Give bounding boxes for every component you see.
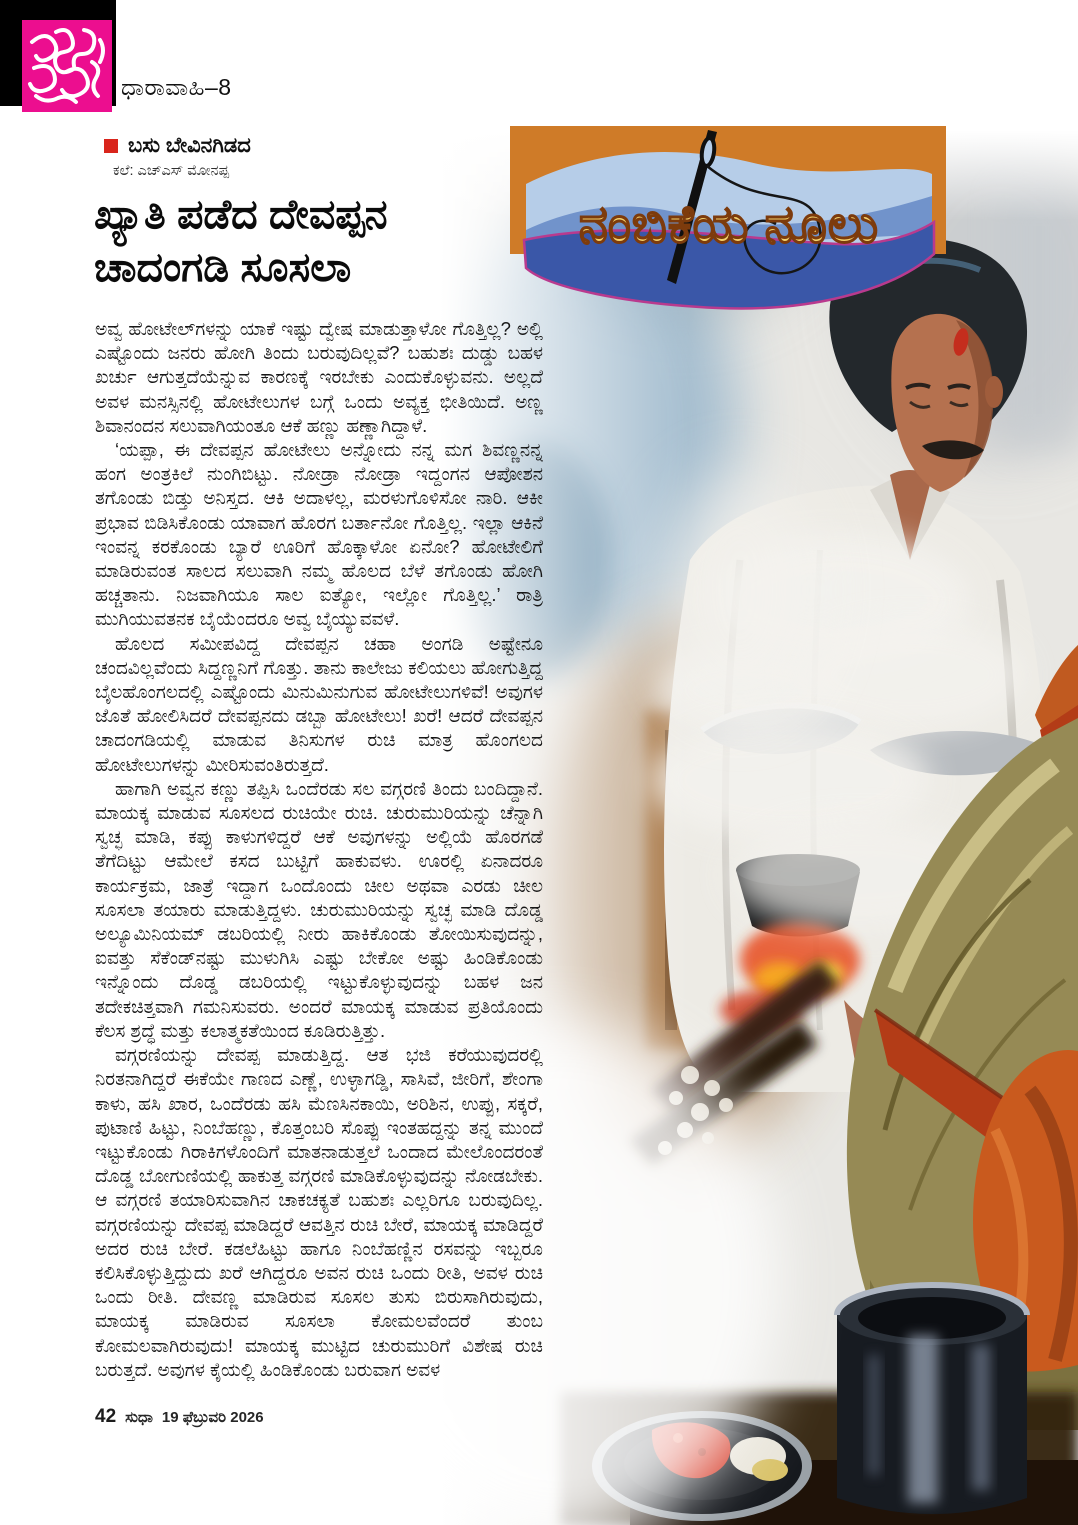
byline — [104, 134, 251, 158]
magazine-name: ಸುಧಾ — [125, 1409, 153, 1426]
series-banner-title: ನಂಬಿಕೆಯ ನೂಲು — [578, 196, 880, 254]
paragraph-1: ಅವ್ವ ಹೋಟೇಲ್‌ಗಳನ್ನು ಯಾಕೆ ಇಷ್ಟು ದ್ವೇಷ ಮಾಡುತ್ತಾಳೋ ಗೊತ್ತಿಲ್ಲ? ಅಲ್ಲಿ ಎಷ್ಟೊಂದು ಜನರು ಹೋಗಿ ತಿಂದು ಬರುವುದಿಲ್ಲವೆ? ಬಹುಶಃ ದುಡ್ಡು ಬಹಳ ಖರ್ಚು ಆಗುತ್ತದೆಯೆನ್ನುವ ಕಾರಣಕ್ಕೆ ಇರಬೇಕು ಎಂದುಕೊಳ್ಳುವನು. ಅಲ್ಲದೆ ಅವಳ ಮನಸ್ಸಿನಲ್ಲಿ ಹೋಟೇಲುಗಳ ಬಗ್ಗೆ ಒಂದು ಅವ್ಯಕ್ತ ಭೀತಿಯಿದೆ. ಅಣ್ಣ ಶಿವಾನಂದನ ಸಲುವಾಗಿಯಂತೂ ಆಕೆ ಹಣ್ಣು ಹಣ್ಣಾಗಿದ್ದಾಳೆ. — [95, 318, 543, 436]
title-line-2: ಚಾದಂಗಡಿ ಸೂಸಲಾ — [94, 244, 352, 290]
paragraph-4: ಹಾಗಾಗಿ ಅವ್ವನ ಕಣ್ಣು ತಪ್ಪಿಸಿ ಒಂದೆರಡು ಸಲ ವಗ್ಗರಣಿ ತಿಂದು ಬಂದಿದ್ದಾನೆ. ಮಾಯಕ್ಕ ಮಾಡುವ ಸೂಸಲದ ರುಚಿಯೇ ರುಚಿ. ಚುರುಮುರಿಯನ್ನು ಚೆನ್ನಾಗಿ ಸ್ವಚ್ಛ ಮಾಡಿ, ಕಪ್ಪು ಕಾಳುಗಳಿದ್ದರೆ ಆಕೆ ಅವುಗಳನ್ನು ಅಲ್ಲಿಯೆ ಹೊರಗಡೆ ತೆಗೆದಿಟ್ಟು ಆಮೇಲೆ ಕಸದ ಬುಟ್ಟಿಗೆ ಹಾಕುವಳು. ಊರಲ್ಲಿ ಏನಾದರೂ ಕಾರ್ಯಕ್ರಮ, ಜಾತ್ರೆ ಇದ್ದಾಗ ಒಂದೊಂದು ಚೀಲ ಅಥವಾ ಎರಡು ಚೀಲ ಸೂಸಲಾ ತಯಾರು ಮಾಡುತ್ತಿದ್ದಳು. ಚುರುಮುರಿಯನ್ನು ಸ್ವಚ್ಛ ಮಾಡಿ ದೊಡ್ಡ ಅಲ್ಯೂಮಿನಿಯಮ್ ಡಬರಿಯಲ್ಲಿ ನೀರು ಹಾಕಿಕೊಂಡು ತೋಯಿಸುವುದನ್ನು, ಐವತ್ತು ಸೆಕೆಂಡ್‌ನಷ್ಟು ಮುಳುಗಿಸಿ ಎಷ್ಟು ಬೇಕೋ ಅಷ್ಟು ಹಿಂಡಿಕೊಂಡು ಇನ್ನೊಂದು ದೊಡ್ಡ ಡಬರಿಯಲ್ಲಿ ಇಟ್ಟುಕೊಳ್ಳುವುದನ್ನು ಬಹಳ ಜನ ತದೇಕಚಿತ್ತವಾಗಿ ಗಮನಿಸುವರು. ಅಂದರೆ ಮಾಯಕ್ಕ ಮಾಡುವ ಪ್ರತಿಯೊಂದು ಕೆಲಸ ಶ್ರದ್ಧೆ ಮತ್ತು ಕಲಾತ್ಮಕತೆಯಿಂದ ಕೂಡಿರುತ್ತಿತ್ತು. — [95, 777, 543, 1041]
page-footer — [95, 1406, 264, 1428]
article-title — [94, 188, 554, 294]
paragraph-2: ‘ಯಪ್ಪಾ, ಈ ದೇವಪ್ಪನ ಹೋಟೇಲು ಅನ್ನೋದು ನನ್ನ ಮಗ ಶಿವಣ್ಣನನ್ನ ಹಂಗ ಅಂತ್ರಕಿಲೆ ನುಂಗಿಬಿಟ್ಟು. ನೋಡ್ರಾ ನೋಡ್ರಾ ಇದ್ದಂಗನ ಆಪೋಶನ ತಗೊಂಡು ಬಿಡ್ತು ಅನಿಸ್ತದ. ಆಕಿ ಅದಾಳಲ್ಲ, ಮರಳುಗೊಳಿಸೋ ನಾರಿ. ಆಕೀ ಪ್ರಭಾವ ಬಿಡಿಸಿಕೊಂಡು ಯಾವಾಗ ಹೊರಗ ಬರ್ತಾನೋ ಗೊತ್ತಿಲ್ಲ. ಇಲ್ಲಾ ಆಕಿನೆ ಇಂವನ್ನ ಕರಕೊಂಡು ಬ್ಯಾರೆ ಊರಿಗೆ ಹೊಕ್ಕಾಳೋ ಏನೋ? ಹೋಟೇಲಿಗೆ ಮಾಡಿರುವಂತ ಸಾಲದ ಸಲುವಾಗಿ ನಮ್ಮ ಹೊಲದ ಬೆಳೆ ತಗೊಂಡು ಹೋಗಿ ಹಚ್ಚತಾನು. ನಿಜವಾಗಿಯೂ ಸಾಲ ಐತ್ಯೋ, ಇಲ್ಲೋ ಗೊತ್ತಿಲ್ಲ.’ ರಾತ್ರಿ ಮುಗಿಯುವತನಕ ಬೈಯೆಂದರೂ ಅವ್ವ ಬೈಯ್ಯುವವಳೆ. — [95, 439, 543, 630]
page-number: 42 — [95, 1406, 117, 1427]
paragraph-5: ವಗ್ಗರಣಿಯನ್ನು ದೇವಪ್ಪ ಮಾಡುತ್ತಿದ್ದ. ಆತ ಭಜಿ ಕರೆಯುವುದರಲ್ಲಿ ನಿರತನಾಗಿದ್ದರೆ ಈಕೆಯೇ ಗಾಣದ ಎಣ್ಣೆ, ಉಳ್ಳಾಗಡ್ಡಿ, ಸಾಸಿವೆ, ಜೀರಿಗೆ, ಶೇಂಗಾ ಕಾಳು, ಹಸಿ ಖಾರ, ಒಂದೆರಡು ಹಸಿ ಮೆಣಸಿನಕಾಯಿ, ಅರಿಶಿನ, ಉಪ್ಪು, ಸಕ್ಕರೆ, ಪುಟಾಣಿ ಹಿಟ್ಟು, ನಿಂಬೆಹಣ್ಣು, ಕೊತ್ತಂಬರಿ ಸೊಪ್ಪು ಇಂತಹದ್ದನ್ನು ತನ್ನ ಮುಂದೆ ಇಟ್ಟುಕೊಂಡು ಗಿರಾಕಿಗಳೊಂದಿಗೆ ಮಾತನಾಡುತ್ತಲೆ ಒಂದಾದ ಮೇಲೊಂದರಂತೆ ದೊಡ್ಡ ಬೋಗುಣಿಯಲ್ಲಿ ಹಾಕುತ್ತ ವಗ್ಗರಣಿ ಮಾಡಿಕೊಳ್ಳುವುದನ್ನು ನೋಡಬೇಕು. ಆ ವಗ್ಗರಣಿ ತಯಾರಿಸುವಾಗಿನ ಚಾಕಚಕ್ಯತೆ ಬಹುಶಃ ಎಲ್ಲರಿಗೂ ಬರುವುದಿಲ್ಲ. ವಗ್ಗರಣಿಯನ್ನು ದೇವಪ್ಪ ಮಾಡಿದ್ದರೆ ಆವತ್ತಿನ ರುಚಿ ಬೇರೆ, ಮಾಯಕ್ಕ ಮಾಡಿದ್ದರೆ ಅದರ ರುಚಿ ಬೇರೆ. ಕಡಲೆಹಿಟ್ಟು ಹಾಗೂ ನಿಂಬೆಹಣ್ಣಿನ ರಸವನ್ನು ಇಬ್ಬರೂ ಕಲಿಸಿಕೊಳ್ಳುತ್ತಿದ್ದುದು ಖರೆ ಆಗಿದ್ದರೂ ಅವನ ರುಚಿ ಒಂದು ರೀತಿ, ಅವಳ ರುಚಿ ಒಂದು ರೀತಿ. ದೇವಣ್ಣ ಮಾಡಿರುವ ಸೂಸಲ ತುಸು ಬಿರುಸಾಗಿರುವುದು, ಮಾಯಕ್ಕ ಮಾಡಿರುವ ಸೂಸಲಾ ಕೋಮಲವೆಂದರೆ ತುಂಬ ಕೋಮಲವಾಗಿರುವುದು! ಮಾಯಕ್ಕ ಮುಟ್ಟಿದ ಚುರುಮುರಿಗೆ ವಿಶೇಷ ರುಚಿ ಬರುತ್ತದೆ. ಅವುಗಳ ಕೈಯಲ್ಲಿ ಹಿಂಡಿಕೊಂಡು ಬರುವಾಗ ಅವಳ — [95, 1044, 543, 1380]
series-banner — [508, 122, 948, 310]
serial-label: ಧಾರಾವಾಹಿ–8 — [121, 74, 232, 100]
author-name: ಬಸು ಬೇವಿನಗಿಡದ — [128, 134, 251, 157]
black-pot — [837, 1285, 1027, 1514]
issue-date: 19 ಫೆಬ್ರುವರಿ 2026 — [161, 1409, 264, 1426]
red-square-bullet — [104, 139, 118, 153]
magazine-logo maze-pattern-logo — [22, 20, 112, 112]
artist-credit: ಕಲೆ: ಎಚ್‌ಎಸ್ ಮೋನಪ್ಪ — [113, 163, 229, 179]
title-line-1: ಖ್ಯಾತಿ ಪಡೆದ ದೇವಪ್ಪನ — [94, 191, 388, 237]
paragraph-3: ಹೊಲದ ಸಮೀಪವಿದ್ದ ದೇವಪ್ಪನ ಚಹಾ ಅಂಗಡಿ ಅಷ್ಟೇನೂ ಚಂದವಿಲ್ಲವೆಂದು ಸಿದ್ದಣ್ಣನಿಗೆ ಗೊತ್ತು. ತಾನು ಕಾಲೇಜು ಕಲಿಯಲು ಹೋಗುತ್ತಿದ್ದ ಬೈಲಹೊಂಗಲದಲ್ಲಿ ಎಷ್ಟೊಂದು ಮಿನುಮಿನುಗುವ ಹೋಟೇಲುಗಳಿವೆ! ಅವುಗಳ ಜೊತೆ ಹೋಲಿಸಿದರೆ ದೇವಪ್ಪನದು ಡಬ್ಬಾ ಹೋಟೇಲು! ಖರೆ! ಆದರೆ ದೇವಪ್ಪನ ಚಾದಂಗಡಿಯಲ್ಲಿ ಮಾಡುವ ತಿನಿಸುಗಳ ರುಚಿ ಮಾತ್ರ ಹೊಂಗಲದ ಹೋಟೇಲುಗಳನ್ನು ಮೀರಿಸುವಂತಿರುತ್ತದೆ. — [95, 632, 543, 775]
article-body — [95, 317, 543, 1405]
